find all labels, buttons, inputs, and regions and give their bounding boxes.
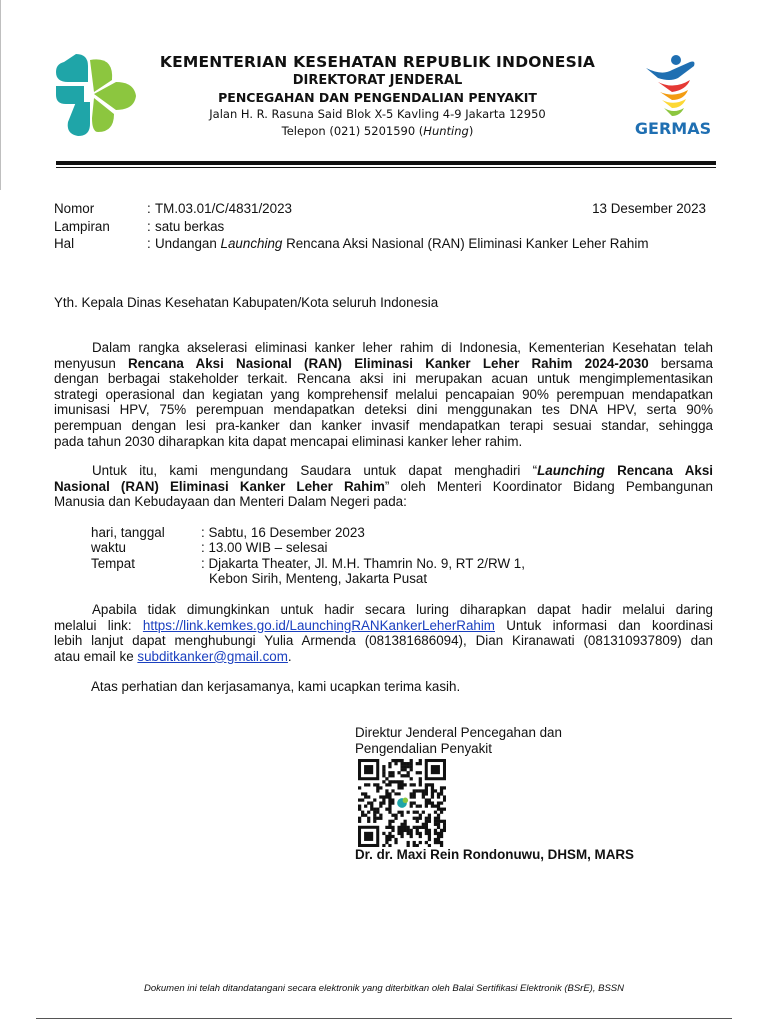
para2-line: Nasional (RAN) Eliminasi Kanker Leher Rahim” oleh Menteri Koordinator Bidang Pembangunan (54, 478, 713, 494)
closing-line: Atas perhatian dan kerjasamanya, kami ucapkan terima kasih. (91, 679, 461, 694)
signatory-name: Dr. dr. Maxi Rein Rondonuwu, DHSM, MARS (355, 847, 634, 862)
event-place-label: Tempat (91, 556, 135, 571)
page-edge-line (0, 0, 1, 190)
event-day-value: : Sabtu, 16 Desember 2023 (201, 525, 365, 540)
event-place-value-2: Kebon Sirih, Menteng, Jakarta Pusat (209, 571, 428, 586)
nomor-value: TM.03.01/C/4831/2023 (155, 201, 292, 216)
paragraph-2 (54, 463, 713, 510)
para3-line: atau email ke subditkanker@gmail.com. (54, 648, 292, 664)
para3-line: Apabila tidak dimungkinkan untuk hadir secara luring diharapkan dapat hadir melalui daring (92, 602, 713, 617)
nomor-label: Nomor (54, 201, 95, 216)
letter-date: 13 Desember 2023 (592, 201, 706, 216)
event-time-value: : 13.00 WIB – selesai (201, 540, 328, 555)
para3-line: lebih lanjut dapat menghubungi Yulia Armenda (081381686094), Dian Kiranawati (081310937809) dan (54, 633, 713, 649)
hal-colon: : (147, 236, 151, 251)
para2-line: Untuk itu, kami mengundang Saudara untuk dapat menghadiri “Launching Rencana Aksi (92, 463, 713, 478)
para1-line: imunisasi HPV, 75% perempuan mendapatkan deteksi dini menggunakan tes DNA HPV, serta 90% (54, 402, 713, 418)
germas-label: GERMAS (634, 119, 712, 138)
email-link[interactable]: subditkanker@gmail.com (137, 648, 288, 664)
germas-logo (628, 52, 718, 142)
germas-figure-icon (628, 52, 718, 118)
qr-code-icon (358, 759, 446, 847)
address: Jalan H. R. Rasuna Said Blok X-5 Kavling 4-9 Jakarta 12950 (209, 107, 546, 121)
recipient: Yth. Kepala Dinas Kesehatan Kabupaten/Kota seluruh Indonesia (54, 295, 439, 310)
para2-line: Manusia dan Kebudayaan dan Menteri Dalam Negeri pada: (54, 494, 407, 510)
paragraph-3 (54, 602, 713, 664)
signatory-title-2: Pengendalian Penyakit (355, 741, 492, 756)
para1-line: perempuan dengan lesi pra-kanker dan kanker invasif mendapatkan terapi sesuai standar, sehingga (54, 417, 713, 433)
signatory-title-1: Direktur Jenderal Pencegahan dan (355, 725, 562, 740)
para1-line: Dalam rangka akselerasi eliminasi kanker leher rahim di Indonesia, Kementerian Kesehatan telah (92, 340, 713, 355)
para1-line: pada tahun 2030 diharapkan kita dapat mencapai eliminasi kanker leher rahim. (54, 433, 523, 449)
hal-value: Undangan Launching Rencana Aksi Nasional (RAN) Eliminasi Kanker Leher Rahim (155, 236, 649, 251)
hal-label: Hal (54, 236, 75, 251)
ministry-name: KEMENTERIAN KESEHATAN REPUBLIK INDONESIA (159, 53, 596, 71)
footer-note: Dokumen ini telah ditandatangani secara elektronik yang diterbitkan oleh Balai Sertifikasi Elektronik (BSrE), BSSN (144, 983, 624, 994)
lampiran-label: Lampiran (54, 219, 110, 234)
page-bottom-line (36, 1018, 732, 1019)
para1-line: menyusun Rencana Aksi Nasional (RAN) Eliminasi Kanker Leher Rahim 2024-2030 bersama (54, 355, 713, 371)
phone: Telepon (021) 5201590 (Hunting) (281, 124, 474, 138)
kemenkes-logo (54, 52, 140, 138)
para3-line: melalui link: https://link.kemkes.go.id/LaunchingRANKankerLeherRahim Untuk informasi dan koordinasi (54, 617, 713, 633)
division-name: PENCEGAHAN DAN PENGENDALIAN PENYAKIT (218, 90, 537, 105)
directorate-name: DIREKTORAT JENDERAL (292, 73, 463, 88)
online-link[interactable]: https://link.kemkes.go.id/LaunchingRANKankerLeherRahim (142, 617, 495, 633)
para1-line: strategi operasional dan kegiatan yang komprehensif melalui pencapaian 90% perempuan mendapatkan (54, 386, 713, 402)
letterhead (140, 52, 615, 140)
lampiran-colon: : (147, 219, 151, 234)
letterhead-rule-thick (56, 161, 716, 165)
event-place-value: : Djakarta Theater, Jl. M.H. Thamrin No. 9, RT 2/RW 1, (201, 556, 525, 571)
paragraph-1 (54, 340, 713, 449)
event-day-label: hari, tanggal (91, 525, 165, 540)
para1-line: dengan berbagai stakeholder terkait. Rencana aksi ini merupakan acuan untuk mengimplementasikan (54, 371, 713, 387)
letterhead-rule-thin (56, 167, 716, 168)
nomor-colon: : (147, 201, 151, 216)
lampiran-value: satu berkas (155, 219, 225, 234)
event-time-label: waktu (91, 540, 126, 555)
